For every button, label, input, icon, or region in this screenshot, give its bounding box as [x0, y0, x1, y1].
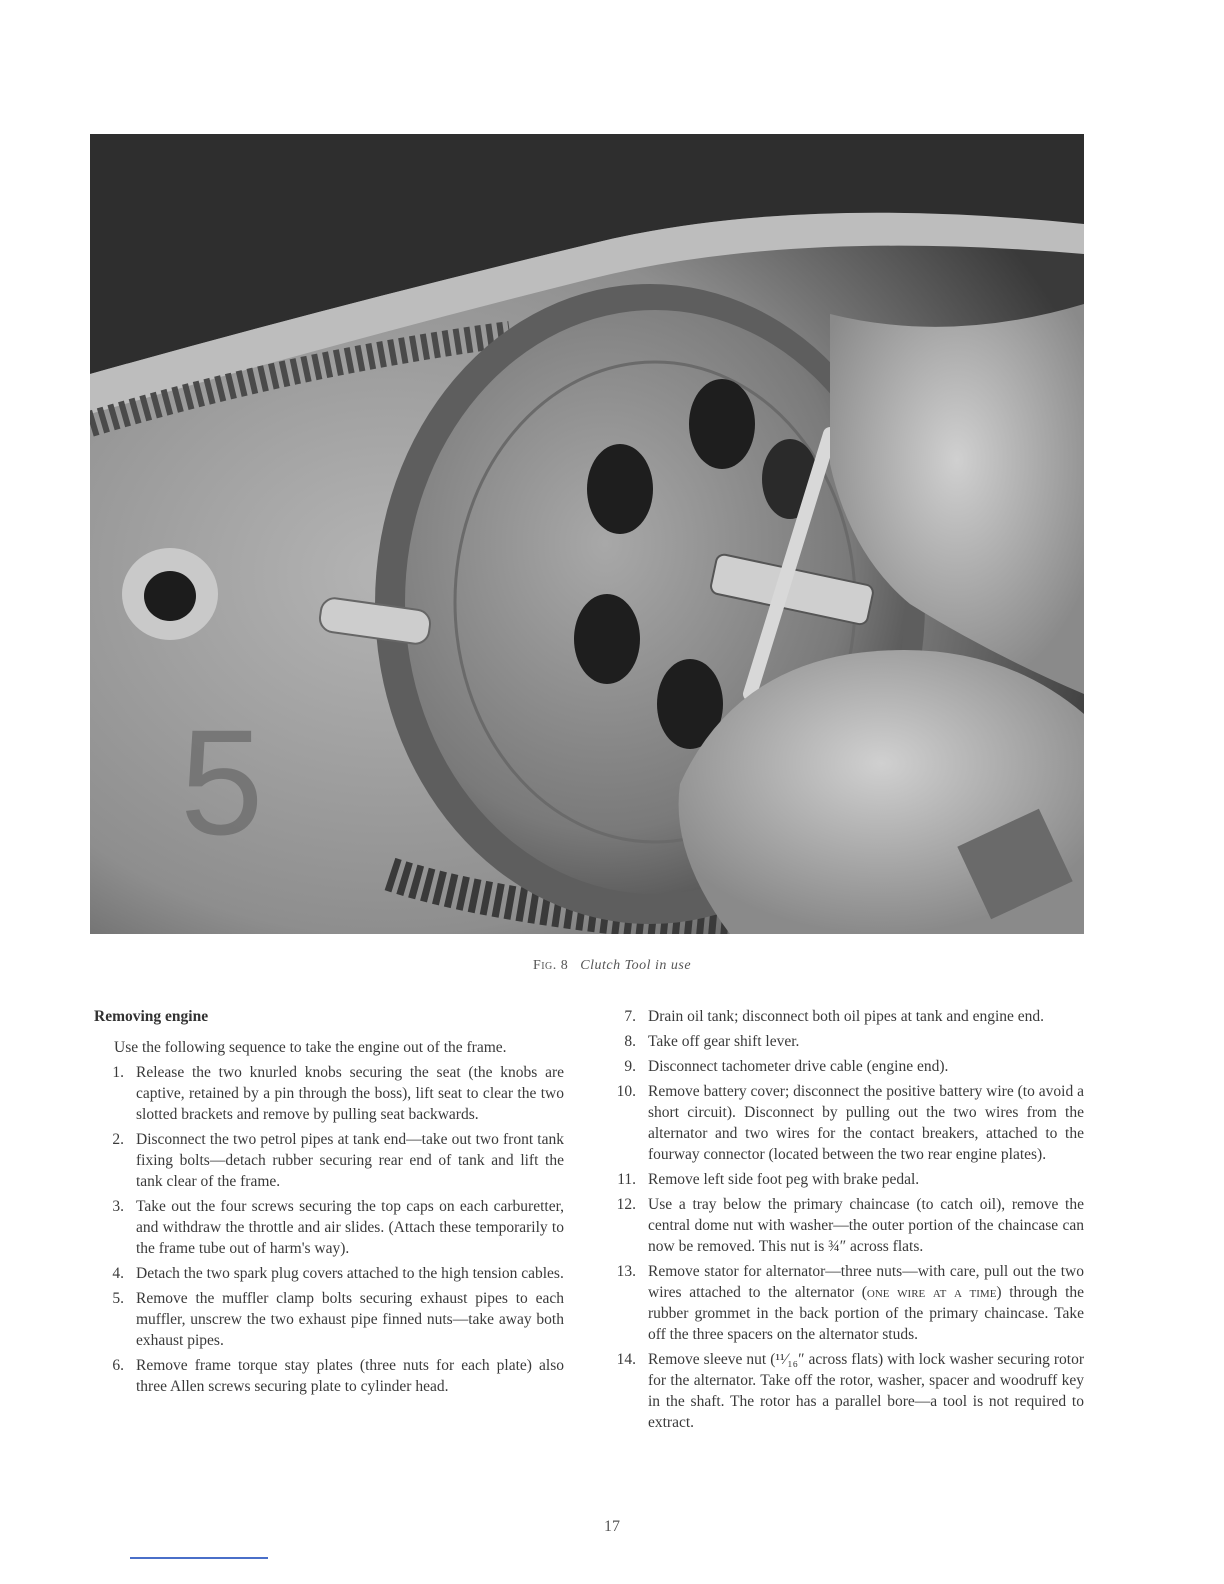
list-item	[94, 1196, 564, 1259]
list-item	[94, 1129, 564, 1192]
section-heading: Removing engine	[94, 1008, 209, 1025]
right-column	[606, 1006, 1084, 1437]
clutch-photo-illustration	[90, 134, 1084, 934]
list-item	[606, 1194, 1084, 1257]
left-column	[94, 1006, 564, 1401]
overlay-numeral: 5	[180, 698, 264, 866]
step-number: 13.	[616, 1263, 636, 1280]
footer-rule	[130, 1557, 268, 1559]
step-text: Take out the four screws securing the top caps on each carburetter, and withdraw the throttle and air slides. (Attach these temporarily to the frame tube out of harm's way).	[136, 1198, 564, 1257]
figure-photo	[90, 134, 1084, 934]
list-item	[606, 1261, 1084, 1345]
step-text	[648, 1263, 1084, 1343]
figure-title: Clutch Tool in use	[580, 958, 692, 973]
step-text: Remove left side foot peg with brake pedal.	[648, 1171, 920, 1188]
step-text-part: ) through the rubber grommet in the back portion of the primary chaincase. Take off the three spacers on the alternator studs.	[648, 1284, 1084, 1343]
step-text: Remove sleeve nut (¹¹⁄₁₆″ across flats) with lock washer securing rotor for the alternator. Take off the rotor, washer, spacer and woodruff key in the shaft. The rotor has a parallel bore—a tool is not required to extract.	[648, 1351, 1084, 1431]
list-item	[606, 1056, 1084, 1077]
step-number: 11.	[617, 1171, 636, 1188]
list-item	[606, 1006, 1084, 1027]
step-number: 5.	[112, 1290, 124, 1307]
step-number: 8.	[624, 1033, 636, 1050]
step-number: 9.	[624, 1058, 636, 1075]
list-item	[94, 1288, 564, 1351]
step-text: Drain oil tank; disconnect both oil pipes at tank and engine end.	[648, 1008, 1045, 1025]
step-text: Detach the two spark plug covers attached to the high tension cables.	[136, 1265, 564, 1282]
step-number: 1.	[112, 1064, 124, 1081]
list-item	[606, 1349, 1084, 1433]
figure-caption	[0, 958, 1224, 974]
step-text: Disconnect the two petrol pipes at tank end—take out two front tank fixing bolts—detach rubber securing rear end of tank and lift the tank clear of the frame.	[136, 1131, 564, 1190]
step-number: 14.	[616, 1351, 636, 1368]
step-text-part: Remove stator for alternator—three nuts—with care, pull out the two wires attached to the alternator (	[648, 1263, 1084, 1301]
step-number: 4.	[112, 1265, 124, 1282]
plate-hole	[689, 379, 755, 469]
step-number: 10.	[616, 1083, 636, 1100]
step-text-smallcaps: one wire at a time	[866, 1284, 997, 1301]
list-item	[94, 1355, 564, 1397]
list-item	[606, 1031, 1084, 1052]
step-number: 12.	[616, 1196, 636, 1213]
list-item	[94, 1062, 564, 1125]
figure-label: Fig. 8	[532, 958, 569, 973]
step-number: 6.	[112, 1357, 124, 1374]
page-number: 17	[604, 1518, 620, 1535]
steps-list-left	[94, 1062, 564, 1397]
list-item	[94, 1263, 564, 1284]
step-number: 2.	[112, 1131, 124, 1148]
step-text: Remove the muffler clamp bolts securing exhaust pipes to each muffler, unscrew the two exhaust pipe finned nuts—take away both exhaust pipes.	[136, 1290, 564, 1349]
step-text: Take off gear shift lever.	[648, 1033, 800, 1050]
plate-hole	[587, 444, 653, 534]
step-text: Remove frame torque stay plates (three nuts for each plate) also three Allen screws securing plate to cylinder head.	[136, 1357, 564, 1395]
plate-hole	[574, 594, 640, 684]
list-item	[606, 1169, 1084, 1190]
step-text: Remove battery cover; disconnect the positive battery wire (to avoid a short circuit). Disconnect by pulling out the two wires from the alternator and two wires for the contact breakers, attached to the fourway connector (located between the two rear engine plates).	[648, 1083, 1084, 1163]
step-number: 3.	[112, 1198, 124, 1215]
steps-list-right	[606, 1006, 1084, 1433]
step-text: Disconnect tachometer drive cable (engine end).	[648, 1058, 949, 1075]
section-intro: Use the following sequence to take the engine out of the frame.	[114, 1039, 507, 1056]
list-item	[606, 1081, 1084, 1165]
step-number: 7.	[624, 1008, 636, 1025]
step-text: Use a tray below the primary chaincase (to catch oil), remove the central dome nut with washer—the outer portion of the chaincase can now be removed. This nut is ¾″ across flats.	[648, 1196, 1084, 1255]
step-text: Release the two knurled knobs securing the seat (the knobs are captive, retained by a pin through the boss), lift seat to clear the two slotted brackets and remove by pulling seat backwards.	[136, 1064, 564, 1123]
